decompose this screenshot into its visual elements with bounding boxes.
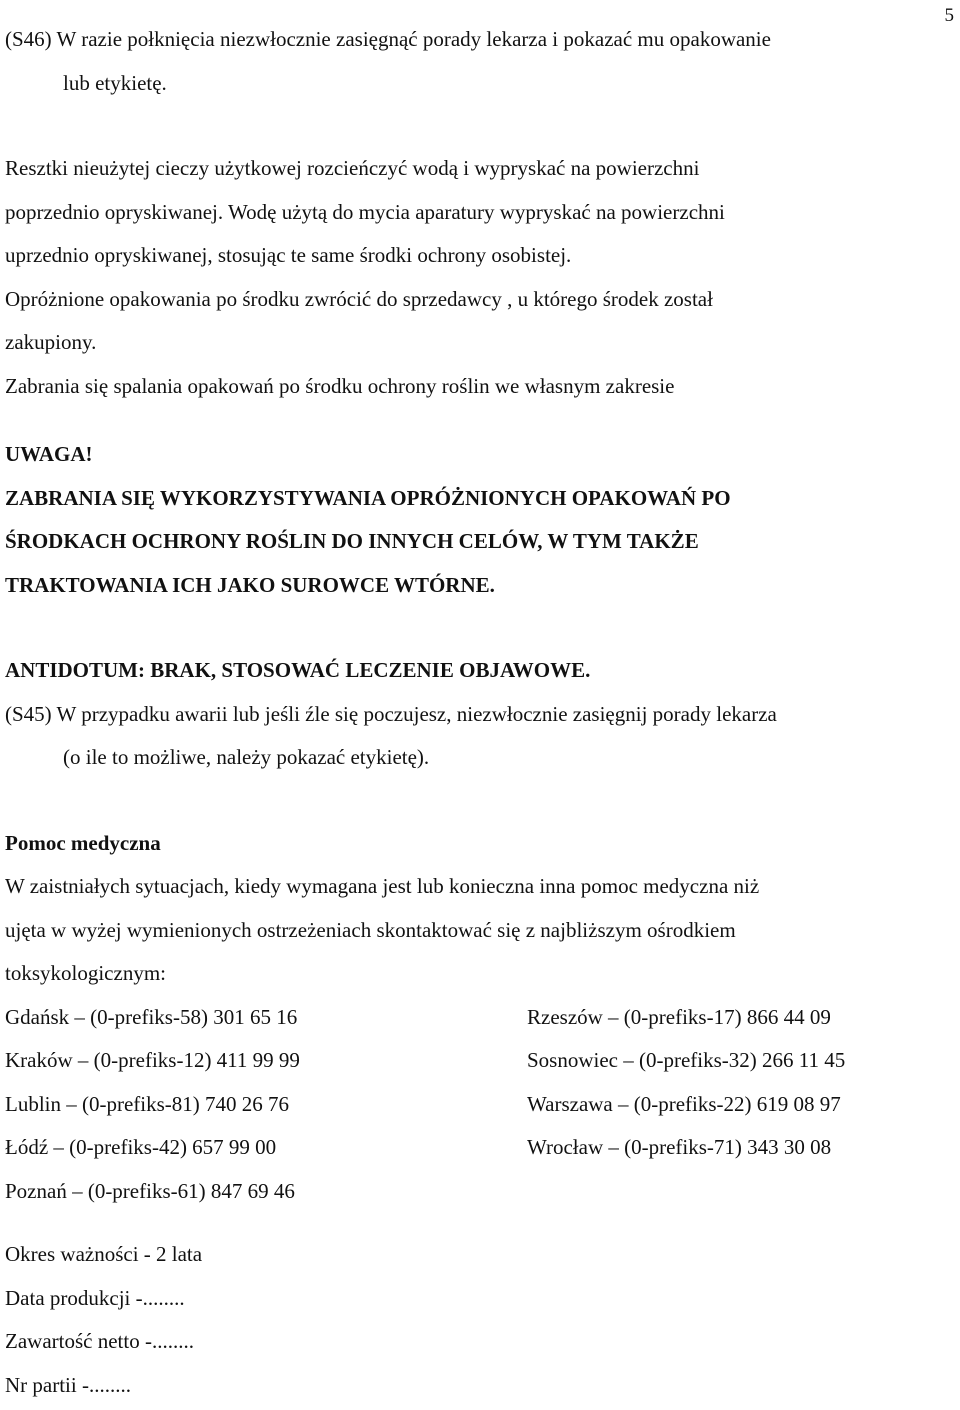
center-lublin: Lublin – (0-prefiks-81) 740 26 76 [5, 1091, 290, 1116]
medical-line-1: W zaistniałych sytuacjach, kiedy wymagana jest lub konieczna inna pomoc medyczna niż [5, 874, 760, 898]
batch-number-text: Nr partii -........ [5, 1372, 131, 1397]
disposal-line-4: Opróżnione opakowania po środku zwrócić do sprzedawcy , u którego środek został [5, 286, 713, 311]
s46-line-2: lub etykietę. [63, 70, 167, 95]
warning-title: UWAGA! [5, 442, 93, 466]
warning-section [5, 433, 950, 607]
center-rzeszow: Rzeszów – (0-prefiks-17) 866 44 09 [527, 1004, 831, 1029]
warning-line-3: TRAKTOWANIA ICH JAKO SUROWCE WTÓRNE. [5, 572, 495, 597]
spacer [5, 105, 950, 147]
center-sosnowiec: Sosnowiec – (0-prefiks-32) 266 11 45 [527, 1048, 846, 1072]
medical-line-3: toksykologicznym: [5, 961, 166, 985]
disposal-line-2: poprzednio opryskiwanej. Wodę użytą do mycia aparatury wypryskać na powierzchni [5, 199, 725, 224]
spacer [5, 1213, 950, 1233]
s45-line-2: (o ile to możliwe, należy pokazać etykietę). [63, 745, 430, 769]
product-info [5, 1233, 950, 1407]
spacer [5, 607, 950, 649]
document-body [5, 18, 950, 1407]
toxicology-centers [5, 996, 950, 1214]
s46-line-1: (S46) W razie połknięcia niezwłocznie zasięgnąć porady lekarza i pokazać mu opakowanie [5, 27, 771, 51]
spacer [5, 780, 950, 822]
center-poznan: Poznań – (0-prefiks-61) 847 69 46 [5, 1178, 295, 1203]
production-date-text: Data produkcji -........ [5, 1285, 185, 1310]
s45-line-1: (S45) W przypadku awarii lub jeśli źle się poczujesz, niezwłocznie zasięgnij porady lekarza [5, 701, 777, 726]
net-content-text: Zawartość netto -........ [5, 1329, 194, 1353]
medical-help-section [5, 822, 950, 996]
disposal-section [5, 147, 950, 408]
centers-left-column [5, 996, 527, 1214]
center-warszawa: Warszawa – (0-prefiks-22) 619 08 97 [527, 1091, 841, 1116]
disposal-line-1: Resztki nieużytej cieczy użytkowej rozcieńczyć wodą i wypryskać na powierzchni [5, 156, 700, 180]
medical-heading: Pomoc medyczna [5, 830, 161, 855]
warning-line-2: ŚRODKACH OCHRONY ROŚLIN DO INNYCH CELÓW, W TYM TAKŻE [5, 529, 699, 553]
antidote-text: ANTIDOTUM: BRAK, STOSOWAĆ LECZENIE OBJAWOWE. [5, 658, 591, 682]
medical-line-2: ujęta w wyżej wymienionych ostrzeżeniach skontaktować się z najbliższym ośrodkiem [5, 917, 736, 942]
disposal-line-3: uprzednio opryskiwanej, stosując te same środki ochrony osobistej. [5, 243, 572, 267]
disposal-line-5: zakupiony. [5, 330, 97, 354]
center-gdansk: Gdańsk – (0-prefiks-58) 301 65 16 [5, 1004, 298, 1029]
validity-text: Okres ważności - 2 lata [5, 1242, 203, 1266]
disposal-line-6: Zabrania się spalania opakowań po środku ochrony roślin we własnym zakresie [5, 373, 675, 398]
warning-line-1: ZABRANIA SIĘ WYKORZYSTYWANIA OPRÓŻNIONYCH OPAKOWAŃ PO [5, 485, 731, 510]
center-wroclaw: Wrocław – (0-prefiks-71) 343 30 08 [527, 1135, 832, 1159]
s46-section [5, 18, 950, 105]
page-number: 5 [944, 5, 954, 26]
center-krakow: Kraków – (0-prefiks-12) 411 99 99 [5, 1048, 300, 1072]
s45-section [5, 693, 950, 780]
centers-right-column [527, 996, 950, 1214]
center-lodz: Łódź – (0-prefiks-42) 657 99 00 [5, 1135, 277, 1159]
